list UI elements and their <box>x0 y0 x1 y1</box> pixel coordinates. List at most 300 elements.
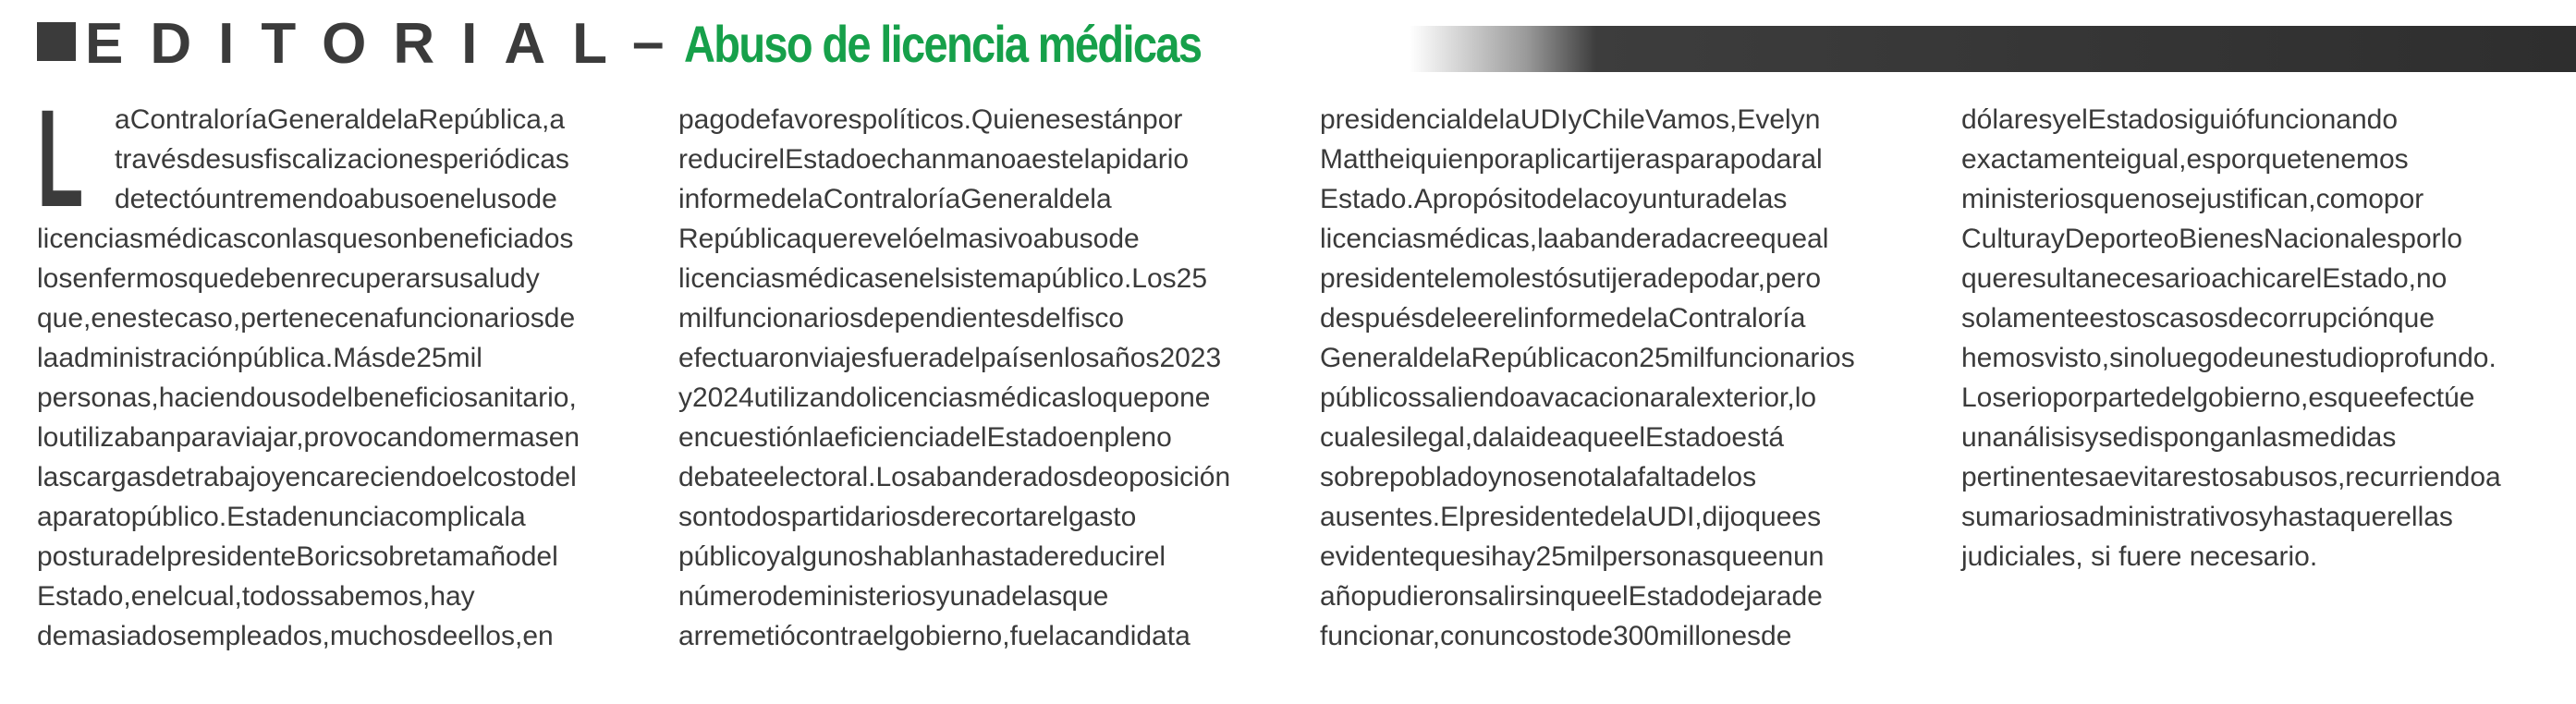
article-column-4 <box>1961 100 2571 577</box>
article-line <box>37 259 647 298</box>
word: favores <box>771 104 862 135</box>
word: pero <box>1765 263 1822 294</box>
word: después <box>1320 303 1425 334</box>
word: cual, <box>183 581 242 612</box>
word: y <box>2084 422 2099 453</box>
word: con <box>1593 343 1640 373</box>
word: provocando <box>303 422 449 453</box>
word: querellas <box>2340 502 2453 532</box>
word: funcionarios <box>1704 343 1855 373</box>
word: siguió <box>2174 104 2247 135</box>
word: electoral. <box>763 462 876 492</box>
word: las <box>37 462 73 492</box>
word: le <box>1449 263 1471 294</box>
word: la <box>397 104 419 135</box>
word: presidencial <box>1320 104 1469 135</box>
word: reducir <box>1059 541 1144 572</box>
word: contra <box>795 621 873 651</box>
article-line <box>1320 219 1930 259</box>
word: como <box>2315 184 2384 214</box>
word: de <box>526 184 557 214</box>
word: el <box>2066 104 2088 135</box>
article-line <box>37 378 647 418</box>
word: leer <box>1455 303 1502 334</box>
word: un <box>2258 343 2290 373</box>
article-line <box>37 497 647 537</box>
word: hablan <box>877 541 961 572</box>
word: pleno <box>1104 422 1172 453</box>
word: da <box>1472 422 1504 453</box>
word: recuperar <box>311 263 431 294</box>
article-line <box>1320 378 1930 418</box>
word: se <box>2098 422 2129 453</box>
word: la <box>1616 462 1638 492</box>
word: solamente <box>1961 303 2090 334</box>
word: funcionarios <box>714 303 864 334</box>
word: que <box>1961 263 2008 294</box>
word: salud <box>459 263 526 294</box>
article-line <box>1961 219 2571 259</box>
word: General <box>1320 343 1419 373</box>
word: gasto <box>1068 502 1137 532</box>
word: con <box>1440 621 1485 651</box>
word: coyuntura <box>1598 184 1721 214</box>
word: en <box>887 263 920 294</box>
word: Evelyn <box>1737 104 1821 135</box>
word: República <box>678 224 802 254</box>
word: 2023 <box>1159 343 1222 373</box>
article-line <box>678 457 1288 497</box>
word: gobierno, <box>2192 382 2309 413</box>
word: y <box>678 382 692 413</box>
word: a <box>115 104 130 135</box>
word: de <box>920 502 952 532</box>
word: es <box>1791 502 1822 532</box>
word: informe <box>1523 303 1617 334</box>
word: que <box>326 224 373 254</box>
word: ausentes. <box>1320 502 1441 532</box>
word: Contraloría <box>129 104 268 135</box>
word: trabajo <box>186 462 272 492</box>
word: estudio <box>2289 343 2380 373</box>
word: de <box>1720 184 1752 214</box>
word: del <box>943 343 981 373</box>
word: personas, <box>37 382 159 413</box>
word: ministerios <box>803 581 936 612</box>
word: en <box>678 422 710 453</box>
article-line <box>678 219 1288 259</box>
word: de <box>2228 303 2259 334</box>
word: Estado <box>1645 422 1732 453</box>
word: exactamente <box>1961 144 2120 175</box>
article-line <box>37 100 647 140</box>
word: sistema <box>940 263 1036 294</box>
word: de <box>739 104 772 135</box>
word: serio <box>1992 382 2053 413</box>
word: caso, <box>174 303 241 334</box>
word: presidente <box>1320 263 1450 294</box>
word: vacacionar <box>1540 382 1675 413</box>
word: gobierno, <box>894 621 1010 651</box>
word: y <box>271 462 286 492</box>
word: Nacionales <box>2263 224 2401 254</box>
word: 2024 <box>692 382 754 413</box>
word: salir <box>1473 581 1525 612</box>
word: demasiados <box>37 621 187 651</box>
word: visto, <box>2045 343 2110 373</box>
word: ministerios <box>1961 184 2094 214</box>
word: las <box>291 224 327 254</box>
word: público <box>678 541 767 572</box>
article-line <box>1961 338 2571 378</box>
article-line <box>678 338 1288 378</box>
word: la <box>1090 184 1112 214</box>
word: cuestión <box>709 422 813 453</box>
word: Cultura <box>1961 224 2051 254</box>
header-dash: – <box>632 10 665 74</box>
word: de <box>1657 263 1689 294</box>
word: y <box>2052 104 2067 135</box>
word: un <box>1793 541 1825 572</box>
word: masivo <box>945 224 1033 254</box>
word: el <box>923 224 946 254</box>
word: licencias <box>871 382 978 413</box>
word: tamaño <box>428 541 521 572</box>
word: que <box>1760 224 1808 254</box>
word: que <box>1577 422 1624 453</box>
word: Esta <box>226 502 283 532</box>
word: año <box>1320 581 1367 612</box>
word: políticos. <box>861 104 971 135</box>
word: detectó <box>115 184 206 214</box>
word: utilizaban <box>58 422 177 453</box>
word: dependientes <box>863 303 1031 334</box>
word: que <box>1560 581 1607 612</box>
word: Boric <box>296 541 360 572</box>
word: exterior, <box>1695 382 1795 413</box>
word: uso <box>482 184 527 214</box>
word: que <box>2387 303 2436 334</box>
word: deben <box>234 263 311 294</box>
word: molestó <box>1471 263 1569 294</box>
article-line <box>37 418 647 457</box>
word: una <box>949 581 996 612</box>
word: mermas <box>448 422 549 453</box>
word: análisis <box>1992 422 2085 453</box>
word: del <box>520 541 558 572</box>
word: tijera <box>1597 263 1658 294</box>
word: Lo <box>1961 382 1993 413</box>
word: candidata <box>1069 621 1190 651</box>
article-line <box>37 219 647 259</box>
word: periódicas <box>443 144 569 175</box>
word: que <box>1745 502 1792 532</box>
word: la <box>801 184 824 214</box>
word: idea <box>1524 422 1578 453</box>
drop-cap: L <box>37 80 84 236</box>
word: enfermos <box>72 263 189 294</box>
word: de <box>1418 343 1450 373</box>
article-column-3 <box>1320 100 1930 656</box>
word: corrupción <box>2258 303 2388 334</box>
word: se <box>1532 462 1562 492</box>
article-line <box>678 298 1288 338</box>
word: por <box>2052 382 2093 413</box>
word: público. <box>130 502 227 532</box>
word: falta <box>1637 462 1691 492</box>
word: este <box>121 303 175 334</box>
word: la <box>1625 502 1647 532</box>
word: se <box>2170 184 2201 214</box>
word: porque <box>2216 144 2302 175</box>
article-line <box>1961 140 2571 179</box>
word: Chile <box>1581 104 1645 135</box>
header-gradient-bar <box>1410 26 2576 72</box>
word: el <box>459 184 482 214</box>
word: de <box>1108 224 1140 254</box>
article-line <box>1961 418 2571 457</box>
article-line <box>37 537 647 577</box>
word: y <box>1487 462 1502 492</box>
word: la <box>1577 184 1599 214</box>
word: el <box>1623 422 1645 453</box>
word: no <box>1501 462 1533 492</box>
word: República <box>1471 343 1594 373</box>
word: del <box>2155 382 2193 413</box>
word: por <box>2400 224 2441 254</box>
word: de <box>771 184 802 214</box>
word: de <box>772 581 804 612</box>
word: es <box>1371 422 1400 453</box>
word: hemos <box>1961 343 2045 373</box>
word: sanitario, <box>464 382 577 413</box>
word: utilizando <box>753 382 872 413</box>
word: UDI <box>1520 104 1569 135</box>
word: de <box>155 462 187 492</box>
word: las <box>1752 184 1788 214</box>
word: de <box>1058 184 1091 214</box>
word: de <box>1593 502 1626 532</box>
word: fiscalizaciones <box>263 144 444 175</box>
article-line <box>1961 378 2571 418</box>
article-line <box>678 140 1288 179</box>
word: hay <box>1491 541 1536 572</box>
word: médicas, <box>1426 224 1538 254</box>
word: hasta <box>2272 502 2341 532</box>
word: presidente <box>166 541 297 572</box>
article-line <box>1320 418 1930 457</box>
word: Contraloría <box>823 184 961 214</box>
word: de <box>1581 621 1613 651</box>
word: estos <box>2181 462 2249 492</box>
word: hasta <box>960 541 1029 572</box>
word: resulta <box>2008 263 2092 294</box>
word: achicar <box>2211 263 2301 294</box>
word: recurriendo <box>2345 462 2486 492</box>
word: parte <box>2092 382 2156 413</box>
article-column-2 <box>678 100 1288 656</box>
word: aparato <box>37 502 131 532</box>
word: en <box>91 303 122 334</box>
word: el <box>763 144 786 175</box>
word: la <box>37 343 59 373</box>
word: la <box>1646 303 1668 334</box>
word: tijeras <box>1600 144 1675 175</box>
word: recortar <box>951 502 1047 532</box>
article-line <box>1961 259 2571 298</box>
word: sobre <box>359 541 429 572</box>
word: las <box>1026 581 1063 612</box>
word: administración <box>58 343 238 373</box>
word: mil <box>1566 541 1603 572</box>
word: evitar <box>2114 462 2182 492</box>
word: por <box>2383 184 2424 214</box>
word: médicas <box>785 263 888 294</box>
word: licencias <box>678 263 786 294</box>
word: Contraloría <box>1667 303 1806 334</box>
word: Más <box>333 343 385 373</box>
word: justifican, <box>2200 184 2316 214</box>
word: Quienes <box>971 104 1075 135</box>
word: el <box>1143 541 1166 572</box>
word: Vamos, <box>1644 104 1738 135</box>
word: efectuaron <box>678 343 810 373</box>
word: podar <box>1729 144 1801 175</box>
word: General <box>267 104 366 135</box>
word: reveló <box>848 224 924 254</box>
word: de <box>1546 184 1578 214</box>
word: en <box>1762 541 1794 572</box>
word: uso <box>271 382 316 413</box>
word: echan <box>871 144 947 175</box>
word: Deporte <box>2064 224 2164 254</box>
article-line <box>678 497 1288 537</box>
article-line <box>678 418 1288 457</box>
word: de <box>189 144 222 175</box>
word: administrativos <box>2073 502 2259 532</box>
article-line <box>1961 298 2571 338</box>
word: y <box>2258 502 2273 532</box>
word: los <box>1720 462 1757 492</box>
word: 25 <box>1535 541 1567 572</box>
word: General <box>960 184 1059 214</box>
word: de <box>543 303 576 334</box>
word: funcionando <box>2246 104 2399 135</box>
article-line <box>1961 457 2571 497</box>
word: de <box>385 343 417 373</box>
word: son <box>678 502 724 532</box>
word: fuera <box>880 343 944 373</box>
word: igual, <box>2119 144 2187 175</box>
word: y <box>1568 104 1582 135</box>
word: si <box>1471 541 1492 572</box>
word: para <box>1674 144 1730 175</box>
word: la <box>1537 224 1559 254</box>
word: y <box>525 263 540 294</box>
word: fisco <box>1067 303 1124 334</box>
word: medidas <box>2290 422 2397 453</box>
article-line <box>37 140 647 179</box>
word: profundo. <box>2379 343 2497 373</box>
word: A <box>1413 184 1433 214</box>
word: su <box>430 263 460 294</box>
word: de <box>1424 303 1456 334</box>
word: denuncia <box>282 502 395 532</box>
word: Estado <box>986 422 1074 453</box>
article-line <box>1320 616 1930 656</box>
word: sino <box>2109 343 2161 373</box>
word: abanderados <box>920 462 1083 492</box>
word: podar, <box>1688 263 1766 294</box>
word: cual <box>1320 422 1372 453</box>
word: con <box>246 224 292 254</box>
word: partidarios <box>790 502 921 532</box>
word: hay <box>430 581 475 612</box>
word: al <box>1674 382 1696 413</box>
word: sabemos, <box>310 581 431 612</box>
word: Estado <box>1628 581 1715 612</box>
word: por <box>1478 144 1520 175</box>
article-column-1 <box>37 80 647 656</box>
word: licencias <box>37 224 144 254</box>
word: mil <box>446 343 482 373</box>
word: y <box>2050 224 2065 254</box>
word: los <box>37 263 73 294</box>
word: efectúe <box>2384 382 2475 413</box>
word: país <box>980 343 1033 373</box>
article-line <box>1320 298 1930 338</box>
word: en <box>130 581 163 612</box>
word: eficiencia <box>834 422 950 453</box>
word: de <box>1690 462 1721 492</box>
word: número <box>678 581 773 612</box>
word: informe <box>678 184 772 214</box>
word: abanderada <box>1558 224 1707 254</box>
word: es <box>2186 144 2216 175</box>
word: encareciendo <box>285 462 452 492</box>
word: licencias <box>1320 224 1427 254</box>
word: en <box>522 621 554 651</box>
word: del <box>1030 303 1068 334</box>
word: Bienes <box>2179 224 2264 254</box>
word: un <box>205 184 237 214</box>
article-line <box>678 378 1288 418</box>
article-line <box>678 616 1288 656</box>
editorial-title: Abuso de licencia médicas <box>684 15 1202 73</box>
word: son <box>372 224 418 254</box>
word: luego <box>2160 343 2228 373</box>
word: de <box>2228 343 2259 373</box>
word: que <box>2338 382 2385 413</box>
article-line <box>678 577 1288 616</box>
word: por <box>1142 104 1183 135</box>
word: pone <box>1148 382 1211 413</box>
word: que <box>188 263 235 294</box>
word: un <box>1484 621 1516 651</box>
word: de <box>365 104 397 135</box>
word: de <box>995 581 1027 612</box>
word: fue <box>1009 621 1049 651</box>
word: mil <box>1669 343 1705 373</box>
word: oposición <box>1113 462 1231 492</box>
word: costo <box>473 462 540 492</box>
word: quien <box>1410 144 1479 175</box>
word: empleados, <box>186 621 330 651</box>
word: tremendo <box>236 184 354 214</box>
word: 25 <box>1639 343 1670 373</box>
word: UDI, <box>1646 502 1703 532</box>
article-line <box>678 100 1288 140</box>
